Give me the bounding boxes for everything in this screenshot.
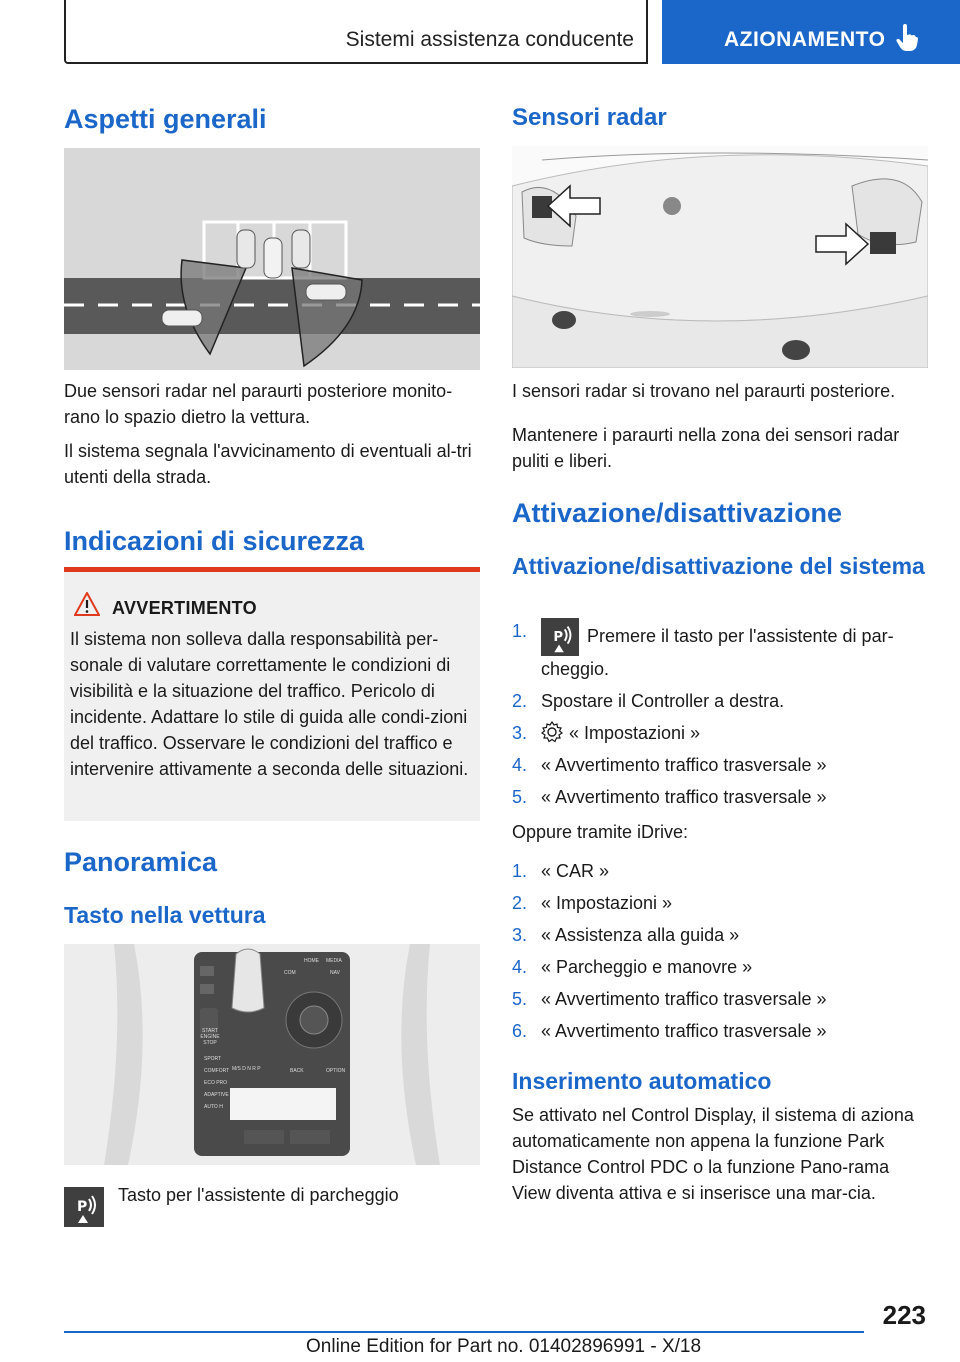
console-label-auto-h: AUTO H <box>204 1104 223 1110</box>
console-label-comfort: COMFORT <box>204 1068 230 1074</box>
step-text: « Avvertimento traffico trasversale » <box>541 989 827 1009</box>
paragraph-or-idrive: Oppure tramite iDrive: <box>512 822 689 842</box>
button-caption: Tasto per l'assistente di parcheggio <box>118 1185 399 1205</box>
step-text: Premere il tasto per l'assistente di par-cheggio. <box>541 625 894 679</box>
step-number: 2. <box>512 691 528 711</box>
paragraph-radar-1: I sensori radar si trovano nel paraurti posteriore. <box>512 381 896 401</box>
list-item <box>512 1018 928 1044</box>
console-label-option: OPTION <box>326 1068 346 1074</box>
steps-list-a <box>512 618 928 810</box>
step-number: 5. <box>512 787 528 807</box>
heading-safety: Indicazioni di sicurezza <box>64 526 365 556</box>
header-chapter-title: AZIONAMENTO <box>724 28 886 51</box>
step-number: 4. <box>512 755 528 775</box>
step-number: 2. <box>512 893 528 913</box>
console-label-sport: SPORT <box>204 1056 222 1062</box>
step-text: « Impostazioni » <box>569 723 701 743</box>
step-text: « Avvertimento traffico trasversale » <box>541 1021 827 1041</box>
svg-text:P: P <box>553 629 564 645</box>
figure-center-console <box>64 944 480 1165</box>
console-label-home: HOME <box>304 958 319 964</box>
step-number: 6. <box>512 1021 528 1041</box>
list-item <box>512 986 928 1012</box>
warning-box <box>64 567 480 821</box>
paragraph-general-2: Il sistema segnala l'avvicinamento di eventuali al-tri utenti della strada. <box>64 441 472 487</box>
step-text: « Avvertimento traffico trasversale » <box>541 755 827 775</box>
heading-activation: Attivazione/disattivazione <box>512 498 843 528</box>
paragraph-general-1: Due sensori radar nel paraurti posteriore monito-rano lo spazio dietro la vettura. <box>64 381 453 427</box>
figure-parking-radar <box>64 148 480 370</box>
paragraph-radar-2: Mantenere i paraurti nella zona dei sensori radar puliti e liberi. <box>512 425 900 471</box>
warning-title: AVVERTIMENTO <box>112 598 257 618</box>
console-label-com: COM <box>284 970 296 976</box>
step-number: 1. <box>512 861 528 881</box>
console-label-media: MEDIA <box>326 958 342 964</box>
header-section-box <box>64 0 648 64</box>
console-label-nav: NAV <box>330 970 340 976</box>
list-item <box>512 752 928 778</box>
heading-overview: Panoramica <box>64 847 218 877</box>
step-text: « Avvertimento traffico trasversale » <box>541 787 827 807</box>
footer-divider <box>64 1331 864 1333</box>
figure-rear-bumper <box>512 146 928 368</box>
step-number: 3. <box>512 723 528 743</box>
step-text: « Impostazioni » <box>541 893 673 913</box>
list-item <box>512 784 928 810</box>
console-label-gear: M/S D N R P <box>232 1066 261 1072</box>
console-label-start-stop: START ENGINE STOP <box>200 1028 220 1046</box>
parking-assistant-button-icon <box>541 618 579 656</box>
page-number: 223 <box>882 1300 926 1330</box>
list-item <box>512 858 928 884</box>
step-number: 3. <box>512 925 528 945</box>
step-text: Spostare il Controller a destra. <box>541 691 785 711</box>
paragraph-auto-activation: Se attivato nel Control Display, il sistema di aziona automaticamente non appena la funzione Park Distance Control PDC o la funzione Pano-rama View diventa attiva e si inserisce una mar-cia. <box>512 1105 914 1203</box>
list-item <box>512 890 928 916</box>
gear-icon <box>541 721 563 743</box>
console-label-eco-pro: ECO PRO <box>204 1080 228 1086</box>
heading-button-in-car: Tasto nella vettura <box>64 902 266 928</box>
radar-zones-illustration <box>64 148 480 370</box>
list-item <box>512 720 928 746</box>
list-item <box>512 618 928 682</box>
rear-bumper-illustration <box>512 146 928 368</box>
parking-assistant-icon <box>541 618 579 656</box>
footer-edition: Online Edition for Part no. 01402896991 - X/18 <box>306 1336 702 1357</box>
center-console-illustration <box>64 944 480 1165</box>
parking-assistant-icon <box>64 1187 104 1227</box>
header-section-title: Sistemi assistenza conducente <box>345 28 634 51</box>
warning-triangle-icon <box>74 592 100 616</box>
step-text: « Assistenza alla guida » <box>541 925 740 945</box>
heading-radar-sensors: Sensori radar <box>512 104 667 131</box>
svg-text:P: P <box>77 1199 88 1215</box>
step-text: « Parcheggio e manovre » <box>541 957 753 977</box>
step-number: 5. <box>512 989 528 1009</box>
header-chapter-box <box>662 0 960 64</box>
step-number: 1. <box>512 621 528 641</box>
heading-general: Aspetti generali <box>64 104 267 134</box>
list-item <box>512 954 928 980</box>
heading-auto-activation: Inserimento automatico <box>512 1068 772 1094</box>
step-number: 4. <box>512 957 528 977</box>
parking-assistant-button-icon <box>64 1187 104 1227</box>
warning-body: Il sistema non solleva dalla responsabilità per-sonale di valutare correttamente le condizioni di visibilità e la situazione del traffico. Pericolo di incidente. Adattare lo stile di guida alle condi-zioni del traffico. Osservare le condizioni del traffico e intervenire attivamente a seconda delle situazioni. <box>70 629 469 779</box>
hand-pointer-icon <box>896 24 918 52</box>
list-item <box>512 922 928 948</box>
step-text: « CAR » <box>541 861 610 881</box>
console-label-back: BACK <box>290 1068 304 1074</box>
list-item <box>512 688 928 714</box>
heading-system-activation: Attivazione/disattivazione del sistema <box>512 553 925 579</box>
steps-list-b <box>512 858 928 1044</box>
console-label-adaptive: ADAPTIVE <box>204 1092 229 1098</box>
